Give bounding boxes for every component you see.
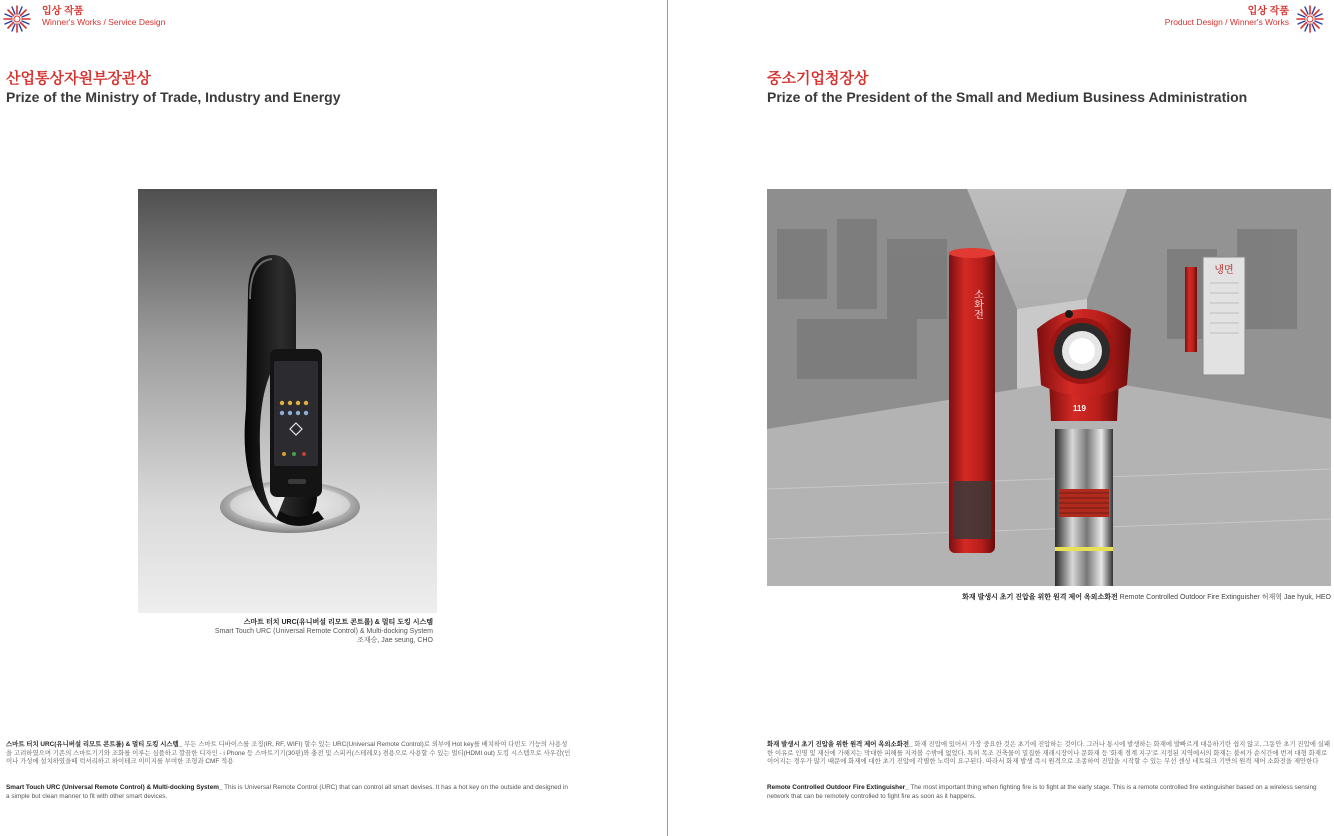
description-ko-lead: 화재 발생시 초기 진압을 위한 원격 제어 옥외소화전_ xyxy=(767,741,913,748)
sunburst-logo-icon xyxy=(2,4,32,34)
header-en: Winner's Works / Service Design xyxy=(42,17,166,27)
page-header xyxy=(1165,6,1289,28)
header-ko: 입상 작품 xyxy=(42,6,84,17)
prize-title-en: Prize of the Ministry of Trade, Industry and Energy xyxy=(6,89,341,105)
description-ko xyxy=(6,741,572,767)
header-ko: 입상 작품 xyxy=(1247,6,1289,17)
description-ko-lead: 스마트 터치 URC(유니버설 리모트 콘트롤) & 멀티 도킹 시스템_ xyxy=(6,741,183,748)
description-ko xyxy=(767,741,1331,767)
caption-designer: 조재승, Jae seung, CHO xyxy=(357,637,433,644)
description-en xyxy=(767,784,1331,801)
right-page xyxy=(667,0,1334,836)
remote-dock-photo xyxy=(138,189,437,613)
fire-extinguisher-photo xyxy=(767,189,1331,586)
description-en-text: This is Universal Remote Control (URC) that can control all smart devises. It has a hot key on the outside and designed in a simple but clean manner to fit with other smart devices. xyxy=(6,784,568,800)
pole-text: 소화전 xyxy=(971,289,983,319)
device-badge-text: 119 xyxy=(1073,404,1086,413)
caption-en: Smart Touch URC (Universal Remote Control) & Multi-docking System xyxy=(214,628,433,635)
description-en xyxy=(6,784,572,801)
caption-ko: 스마트 터치 URC(유니버설 리모트 콘트롤) & 멀티 도킹 시스템 xyxy=(243,619,433,626)
caption-ko: 화재 발생시 초기 진압을 위한 원격 제어 옥외소화전 xyxy=(962,594,1118,601)
description-en-text: The most important thing when fighting fire is to fight at the early stage. This is a remote controlled fire extinguisher based on a wireless sensing network that can be remotely controlled to fight fire as soon as it happens. xyxy=(767,784,1317,800)
description-ko-text: 화재 진압에 있어서 가장 중요한 것은 초기에 진압하는 것이다. 그러나 통시에 발생하는 화재에 발빠르게 대응하기란 쉽지 않고, 그동안 초기 진압에 실패한 이유로 인명 및 재산에 가해지는 막대한 피해를 지켜볼 수밖에 없었다. 특히 목조 건축물이 밀집한 재래시장이나 문화재 등 '화재 경계 지구'로 지정된 지역에서의 화재는 불씨가 순식간에 번져 대형 화재로 이어지는 경우가 많기 때문에 화재에 대한 초기 진압에 각별한 노력이 요구된다. 따라서 화재 발생 즉시 원격으로 조종하여 진압을 시작할 수 있는 무선 센싱 네트워크 기반의 원격 제어 소화전을 제안한다 xyxy=(767,741,1331,766)
page-header xyxy=(42,6,165,28)
description-ko-text: 무든 스마트 디바이스를 조정(IR, RF, WIFI) 할수 있는 URC(Universal Remote Control)로 외부에 Hot key를 배치하여 다빈도 기능의 사용성을 고려하였으며 기존의 스마트기기와 조화를 이루는 심플하고 깔끔한 디자인 - i Phone 등 스마트기기(30핀)와 충전 및 스피커(스테레오) 겸용으로 사용할 수 있는 멀티(HDMI out) 도킹 시스템으로 사우감(인이나 가성에 설치하였을때 럭셔리하고 하이테크 이미지를 부여한 조형과 CMF 적용 xyxy=(6,741,571,766)
street-sign-text: 냉면 xyxy=(1214,265,1234,276)
photo-caption xyxy=(215,618,433,645)
prize-title-en: Prize of the President of the Small and Medium Business Administration xyxy=(767,89,1248,105)
description-en-lead: Remote Controlled Outdoor Fire Extinguisher_ xyxy=(767,784,909,791)
prize-title-ko: 중소기업청장상 xyxy=(767,69,869,87)
photo-caption xyxy=(962,592,1331,602)
caption-en: Remote Controlled Outdoor Fire Extinguisher 허재혁 Jae hyuk, HEO xyxy=(1117,594,1331,601)
description-en-lead: Smart Touch URC (Universal Remote Control) & Multi-docking System_ xyxy=(6,784,223,791)
header-en: Product Design / Winner's Works xyxy=(1164,17,1289,27)
sunburst-logo-icon xyxy=(1295,4,1325,34)
prize-title-ko: 산업통상자원부장관상 xyxy=(6,69,151,87)
